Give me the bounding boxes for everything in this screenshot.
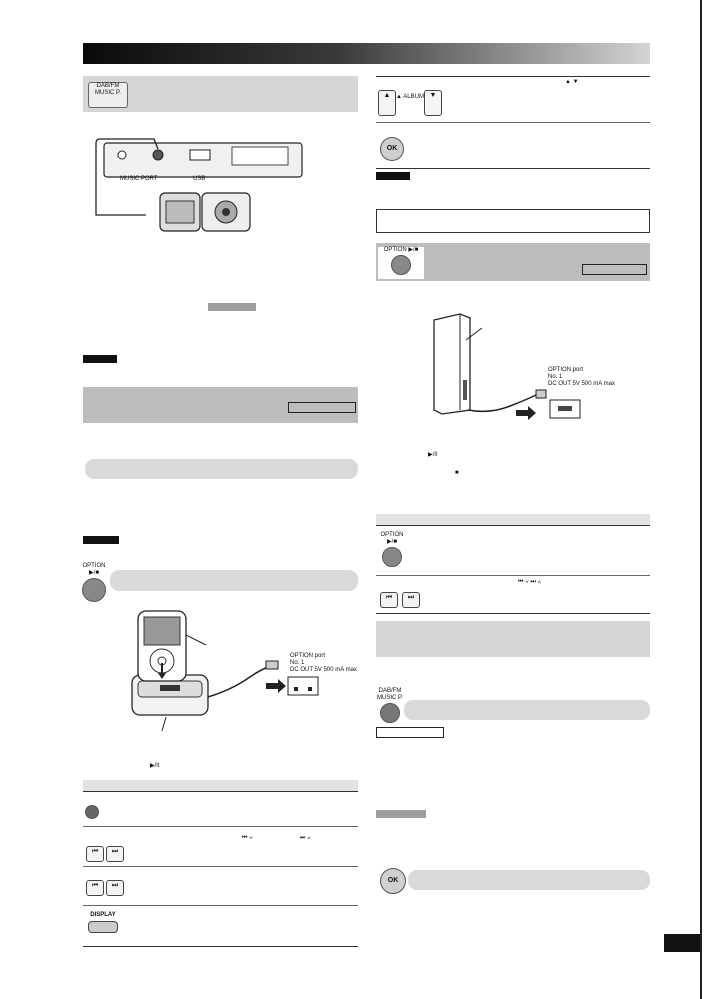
ok-button-icon: OK: [380, 137, 404, 161]
dab-fm-icon-label: DAB/FM MUSIC P.: [95, 83, 121, 96]
music-port-label: MUSIC PORT: [120, 176, 158, 182]
usb-port-label: OPTION port No. 1 DC OUT 5V 500 mA max: [548, 367, 615, 387]
ipod-table-bottom-rule: [83, 946, 358, 947]
ok-bottom-icon: OK: [380, 868, 406, 894]
album-label: ▲ ALBUM: [396, 94, 424, 100]
dab-pill: [404, 700, 650, 720]
ipod-table-rule-2: [83, 826, 358, 827]
dab-fm-round: [380, 703, 400, 723]
display-key-shape: [88, 921, 118, 933]
usb-option-key-label: OPTION ▶/■: [380, 532, 404, 545]
right-table-top-rule: [376, 76, 650, 77]
album-up-key-icon: ▲: [378, 90, 396, 116]
option-button-icon: [80, 563, 108, 597]
usb-model-tag: [582, 264, 647, 275]
dab-fm-icon-right: [376, 688, 404, 722]
dab-fm-music-icon: [88, 82, 128, 108]
usb-play-symbol: ▶/II: [428, 452, 438, 458]
page-edge-line: [700, 0, 702, 999]
play-pause-symbol: ▶/II: [150, 763, 160, 769]
dab-section-band: [376, 621, 650, 657]
usb-skip-symbols: ⏮ ∨ ⏭ ∧: [518, 579, 542, 585]
skip-up-key-icon: ⏭: [106, 846, 124, 862]
stop-round-icon: [85, 805, 99, 819]
sub-section-pill: [85, 459, 358, 479]
usb-label: USB: [193, 176, 206, 182]
ipod-table-rule: [83, 791, 358, 792]
ipod-port-label: OPTION port No. 1 DC OUT 5V 500 mA max: [290, 653, 357, 673]
usb-table-rule-2: [376, 575, 650, 576]
ipod-table-header: [83, 780, 358, 791]
display-key-icon: [83, 912, 123, 942]
skip-down-key-icon: ⏮: [86, 846, 104, 862]
section-header-bar: [83, 43, 650, 64]
skip-symbols-row1: ⏮ ∨: [242, 835, 253, 841]
ipod-table-rule-3: [83, 866, 358, 867]
option-usb-icon: [378, 247, 424, 279]
dab-model-tag: [376, 727, 444, 738]
option-pill: [110, 570, 358, 591]
dab-fm-icon-right-label: DAB/FM MUSIC P.: [377, 688, 403, 701]
right-table-rule: [376, 122, 650, 123]
skip-symbols-row1b: ⏭ ∧: [300, 835, 311, 841]
usb-option-key-icon: [378, 532, 406, 570]
updown-symbols: ▲ ▼: [565, 79, 579, 85]
ok-pill: [408, 870, 650, 890]
page-number-tab: [664, 934, 700, 952]
usb-skip-up-key: ⏭: [402, 592, 420, 608]
usb-device-diagram: [420, 310, 610, 420]
usb-table-header: [376, 514, 650, 525]
skip-down-key-icon-2: ⏮: [86, 880, 104, 896]
usb-stop-symbol: ■: [455, 470, 459, 476]
usb-skip-down-key: ⏮: [380, 592, 398, 608]
right-table-bottom-rule: [376, 168, 650, 169]
option-round-icon: [82, 578, 106, 602]
note-label-2: [83, 536, 119, 544]
option-usb-round: [391, 255, 411, 275]
dab-grey-tag: [376, 810, 426, 818]
framed-note-box: [376, 209, 650, 233]
note-label-right: [376, 172, 410, 180]
model-outlined-tag: [288, 402, 356, 413]
model-tag: [208, 303, 256, 311]
display-key-label: DISPLAY: [90, 912, 116, 918]
option-usb-icon-label: OPTION ▶/■: [383, 247, 419, 253]
note-label: [83, 355, 117, 363]
option-icon-label: OPTION ▶/■: [82, 563, 106, 576]
album-down-key-icon: ▼: [424, 90, 442, 116]
usb-table-rule: [376, 525, 650, 526]
usb-option-key-round: [382, 547, 402, 567]
ipod-table-rule-4: [83, 905, 358, 906]
skip-up-key-icon-2: ⏭: [106, 880, 124, 896]
music-port-diagram: [90, 135, 310, 250]
usb-table-bottom-rule: [376, 613, 650, 614]
